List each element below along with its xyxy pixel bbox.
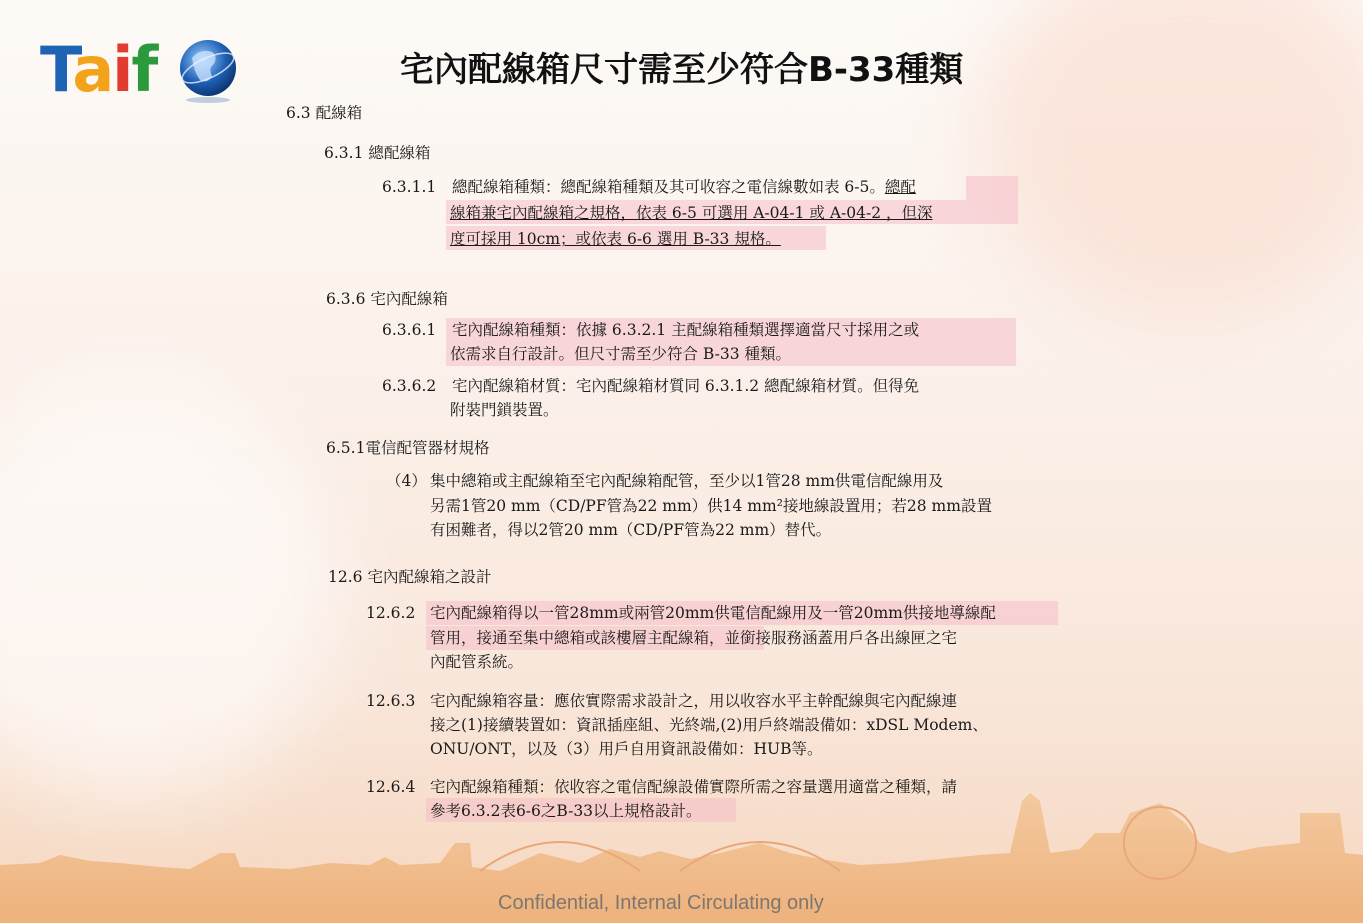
globe-icon <box>178 34 238 104</box>
item-text: 有困難者，得以2管20 mm（CD/PF管為22 mm）替代。 <box>430 521 832 539</box>
clause-text-part: 總配線箱種類：總配線箱種類及其可收容之電信線數如表 6-5。 <box>452 178 885 196</box>
clause-text: 線箱兼宅內配線箱之規格，依表 6-5 可選用 A-04-1 或 A-04-2 ，但深 <box>450 204 933 222</box>
slide-title: 宅內配線箱尺寸需至少符合B-33種類 <box>400 50 964 90</box>
clause-text-part: 。 <box>686 802 702 820</box>
clause-number: 12.6.2 <box>366 604 416 622</box>
clause-text: 宅內配線箱種類：依收容之電信配線設備實際所需之容量選用適當之種類，請 <box>430 778 958 796</box>
item-number: （4） <box>386 472 427 490</box>
item-text: 另需1管20 mm（CD/PF管為22 mm）供14 mm²接地線設置用；若28 mm設置 <box>430 497 992 515</box>
clause-text: 內配管系統。 <box>430 653 524 671</box>
clause-text <box>430 625 957 651</box>
taifo-logo <box>40 32 240 112</box>
logo-wordmark: Taif <box>40 33 157 106</box>
clause-text: 宅內配線箱材質：宅內配線箱材質同 6.3.1.2 總配線箱材質。但得免 <box>452 377 920 395</box>
background-glow <box>980 0 1363 320</box>
clause-number: 6.3.1.1 <box>382 178 437 196</box>
clause-number: 6.3.6.2 <box>382 377 437 395</box>
confidential-footer: Confidential, Internal Circulating only <box>498 892 824 914</box>
clause-text <box>452 174 916 200</box>
clause-text-underlined: 總配 <box>884 178 916 196</box>
section-heading-6-3: 6.3 配線箱 <box>286 104 363 122</box>
section-heading-6-3-6: 6.3.6 宅內配線箱 <box>326 290 448 308</box>
section-heading-6-5-1: 6.5.1電信配管器材規格 <box>326 439 490 457</box>
clause-text: ONU/ONT，以及（3）用戶自用資訊設備如：HUB等。 <box>430 740 823 758</box>
clause-text-part: 管用，接通至集中總箱或該樓層主配線箱 <box>430 629 710 647</box>
clause-text: 宅內配線箱種類：依據 6.3.2.1 主配線箱種類選擇適當尺寸採用之或 <box>452 321 920 339</box>
clause-text-part: ，並銜接服務涵蓋用戶各出線匣之宅 <box>709 629 958 647</box>
clause-text: 宅內配線箱容量：應依實際需求設計之，用以收容水平主幹配線與宅內配線連 <box>430 692 958 710</box>
clause-text: 附裝門鎖裝置。 <box>450 401 559 419</box>
highlight-box <box>966 176 1018 200</box>
background-glow <box>0 380 340 800</box>
clause-text: 依需求自行設計。但尺寸需至少符合 B-33 種類。 <box>450 345 791 363</box>
clause-text: 宅內配線箱得以一管28mm或兩管20mm供電信配線用及一管20mm供接地導線配 <box>430 604 996 622</box>
clause-text <box>430 798 702 824</box>
clause-text: 接之(1)接續裝置如：資訊插座組、光終端,(2)用戶終端設備如：xDSL Modem、 <box>430 716 988 734</box>
section-heading-12-6: 12.6 宅內配線箱之設計 <box>328 568 492 586</box>
clause-text: 度可採用 10cm；或依表 6-6 選用 B-33 規格。 <box>450 230 781 248</box>
clause-number: 6.3.6.1 <box>382 321 437 339</box>
clause-text-part: 參考6.3.2表6-6之B-33以上規格設計 <box>430 802 687 820</box>
clause-number: 12.6.3 <box>366 692 416 710</box>
section-heading-6-3-1: 6.3.1 總配線箱 <box>324 144 431 162</box>
clause-number: 12.6.4 <box>366 778 416 796</box>
item-text: 集中總箱或主配線箱至宅內配線箱配管，至少以1管28 mm供電信配線用及 <box>430 472 944 490</box>
